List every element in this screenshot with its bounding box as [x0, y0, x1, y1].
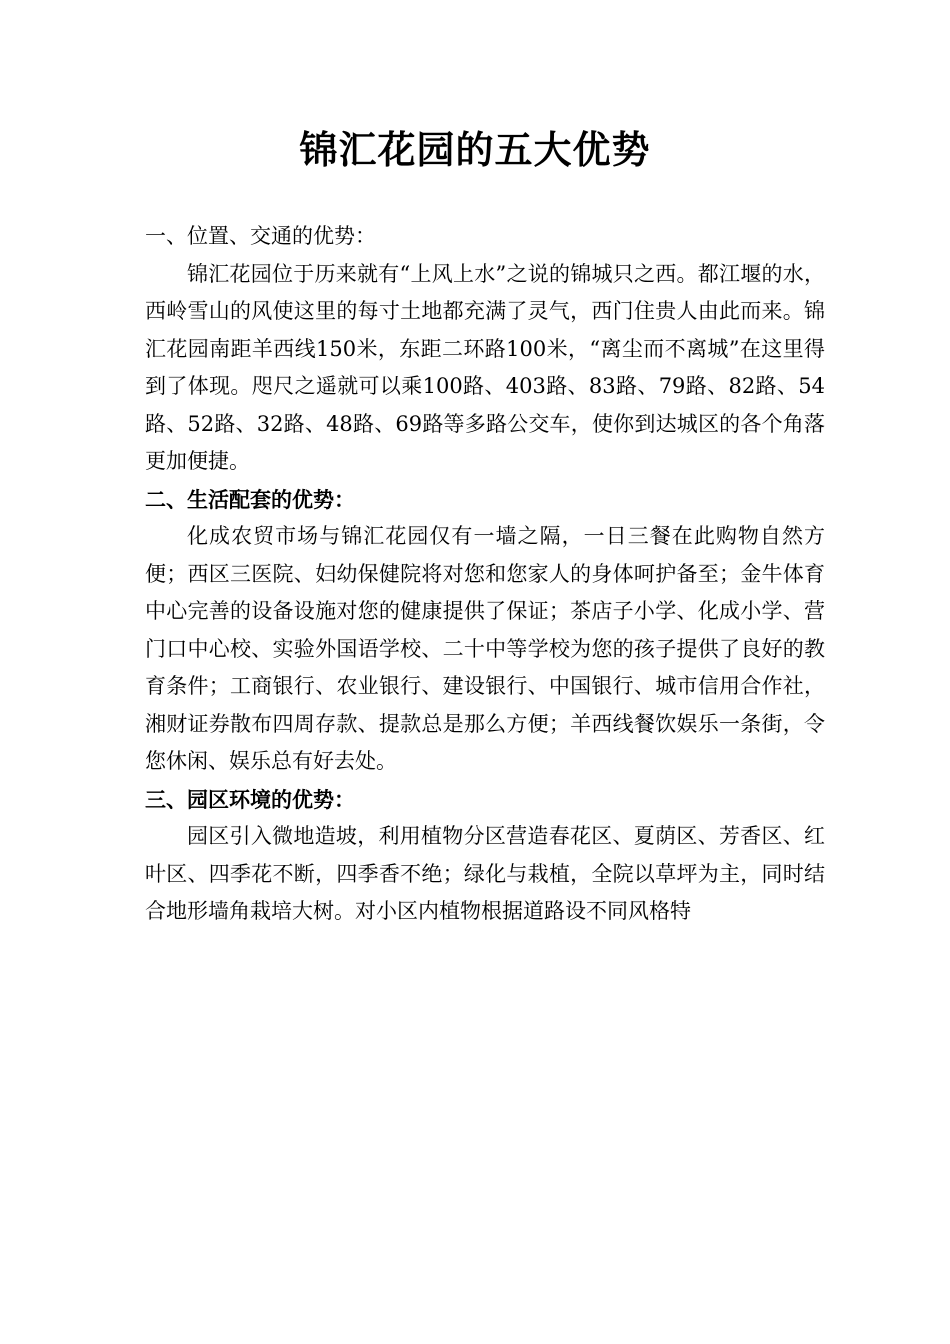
- section-paragraph-location-transport: 锦汇花园位于历来就有“上风上水”之说的锦城只之西。都江堰的水，西岭雪山的风使这里的每寸土地都充满了灵气，西门住贵人由此而来。锦汇花园南距羊西线150米，东距二环路100米，“离尘而不离城”在这里得到了体现。咫尺之遥就可以乘100路、403路、83路、79路、82路、54路、52路、32路、48路、69路等多路公交车，使你到达城区的各个角落更加便捷。: [145, 261, 825, 473]
- document-body: [145, 218, 825, 931]
- section-heading-park-environment: 三、园区环境的优势：: [145, 786, 355, 812]
- section-heading-location-transport: 一、位置、交通的优势：: [145, 224, 376, 248]
- section-paragraph-park-environment: 园区引入微地造坡，利用植物分区营造春花区、夏荫区、芳香区、红叶区、四季花不断，四季香不绝；绿化与栽植，全院以草坪为主，同时结合地形墙角栽培大树。对小区内植物根据道路设不同风格特: [145, 824, 825, 923]
- section-heading-living-facilities: 二、生活配套的优势：: [145, 486, 355, 512]
- page-title: 锦汇花园的五大优势: [299, 127, 651, 172]
- section-paragraph-living-facilities: 化成农贸市场与锦汇花园仅有一墙之隔，一日三餐在此购物自然方便；西区三医院、妇幼保健院将对您和您家人的身体呵护备至；金牛体育中心完善的设备设施对您的健康提供了保证；茶店子小学、化成小学、营门口中心校、实验外国语学校、二十中等学校为您的孩子提供了良好的教育条件；工商银行、农业银行、建设银行、中国银行、城市信用合作社，湘财证券散布四周存款、提款总是那么方便；羊西线餐饮娱乐一条街，令您休闲、娱乐总有好去处。: [145, 524, 825, 773]
